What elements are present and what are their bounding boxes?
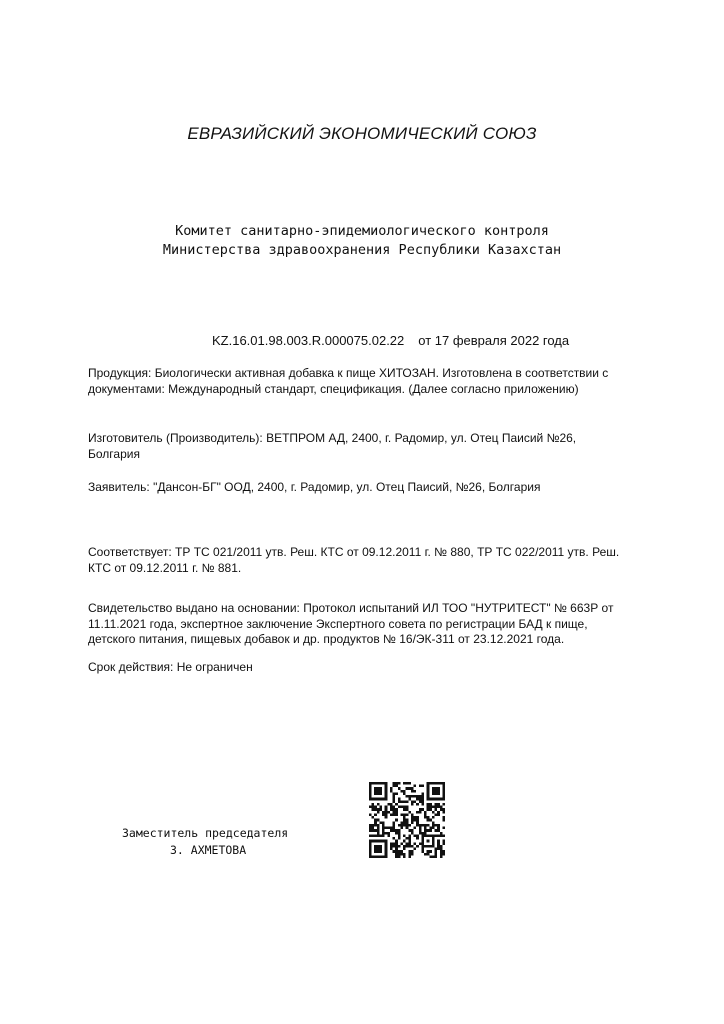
conformity-section <box>88 545 628 576</box>
qr-code-icon <box>369 782 445 858</box>
signature-block <box>122 825 302 859</box>
basis-text: Протокол испытаний ИЛ ТОО "НУТРИТЕСТ" № 663Р от 11.11.2021 года, экспертное заключение Экспертного совета по регистрации БАД к пище, детского питания, пищевых добавок и др. продуктов № 16/ЭК-311 от 23.12.2021 года. <box>88 601 614 646</box>
validity-text: Не ограничен <box>176 660 253 674</box>
basis-label: Свидетельство выдано на основании: <box>88 601 300 615</box>
validity-section <box>88 660 628 676</box>
applicant-section <box>88 480 628 496</box>
certificate-number-line <box>212 333 569 348</box>
committee-line-2: Министерства здравоохранения Республики Казахстан <box>162 242 562 258</box>
manufacturer-label: Изготовитель (Производитель): <box>88 431 263 445</box>
validity-label: Срок действия: <box>88 660 174 674</box>
certificate-number: KZ.16.01.98.003.R.000075.02.22 <box>212 333 405 348</box>
basis-section <box>88 601 628 648</box>
manufacturer-section <box>88 431 628 462</box>
manufacturer-text: ВЕТПРОМ АД, 2400, г. Радомир, ул. Отец Паисий №26, Болгария <box>88 431 577 461</box>
committee-line-1: Комитет санитарно-эпидемиологического контроля <box>175 223 549 239</box>
applicant-text: "Дансон-БГ" ООД, 2400, г. Радомир, ул. Отец Паисий, №26, Болгария <box>153 480 541 494</box>
product-label: Продукция: <box>88 366 152 380</box>
committee-block <box>0 222 724 260</box>
product-text: Биологически активная добавка к пище ХИТОЗАН. Изготовлена в соответствии с документами: Международный стандарт, спецификация. (Далее согласно приложению) <box>88 366 609 396</box>
conformity-text: ТР ТС 021/2011 утв. Реш. КТС от 09.12.2011 г. № 880, ТР ТС 022/2011 утв. Реш. КТС от 09.12.2011 г. № 881. <box>88 545 620 575</box>
signature-name: З. АХМЕТОВА <box>170 843 247 857</box>
certificate-date: от 17 февраля 2022 года <box>418 333 570 348</box>
conformity-label: Соответствует: <box>88 545 172 559</box>
union-title: ЕВРАЗИЙСКИЙ ЭКОНОМИЧЕСКИЙ СОЮЗ <box>187 124 537 143</box>
applicant-label: Заявитель: <box>88 480 150 494</box>
signature-position: Заместитель председателя <box>122 826 289 840</box>
product-section <box>88 366 628 397</box>
